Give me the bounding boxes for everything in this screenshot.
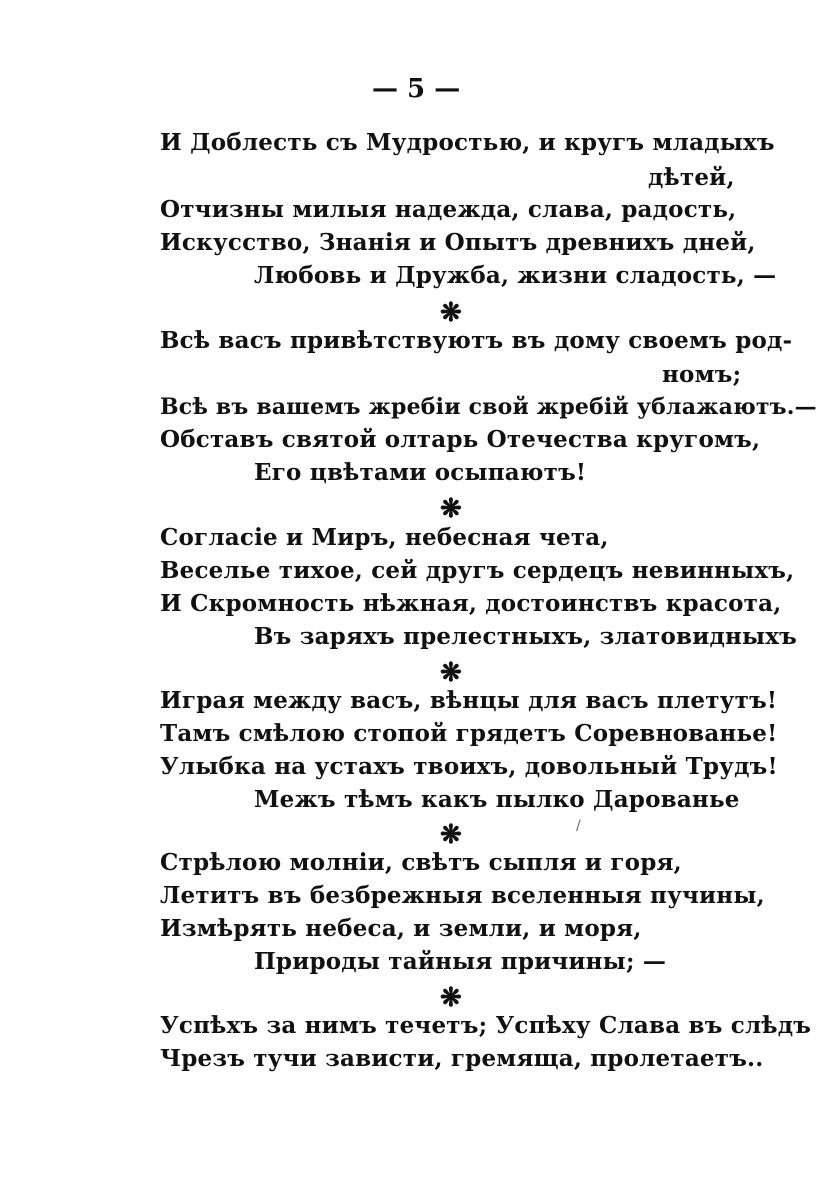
verse-line: Играя между васъ, вѣнцы для васъ плетутъ! xyxy=(160,687,778,714)
stanza-separator: ❋ xyxy=(440,983,462,1013)
verse-line: Чрезъ тучи зависти, гремяща, пролетаетъ.. xyxy=(160,1045,764,1072)
verse-line: Летитъ въ безбрежныя вселенныя пучины, xyxy=(160,882,765,909)
stanza-separator: ❋ xyxy=(440,298,462,328)
verse-line: Искусство, Знанія и Опытъ древнихъ дней, xyxy=(160,229,756,256)
verse-line: И Доблесть съ Мудростью, и кругъ младыхъ xyxy=(160,129,775,156)
verse-line: Успѣхъ за нимъ течетъ; Успѣху Слава въ слѣдъ xyxy=(160,1012,812,1039)
verse-line: Любовь и Дружба, жизни сладость, — xyxy=(254,262,777,289)
verse-line: дѣтей, xyxy=(648,164,735,191)
verse-line: Отчизны милыя надежда, слава, радость, xyxy=(160,196,737,223)
verse-line: номъ; xyxy=(662,361,742,388)
verse-line: Стрѣлою молніи, свѣтъ сыпля и горя, xyxy=(160,849,682,876)
page-number: — 5 — xyxy=(372,74,461,104)
verse-line: Межъ тѣмъ какъ пылко Дарованье xyxy=(254,786,740,813)
verse-line: Въ заряхъ прелестныхъ, златовидныхъ xyxy=(254,623,798,650)
verse-line: Природы тайныя причины; — xyxy=(254,948,667,975)
verse-line: Согласіе и Миръ, небесная чета, xyxy=(160,524,609,551)
verse-line: Обставъ святой олтарь Отечества кругомъ, xyxy=(160,426,761,453)
verse-line: Всѣ васъ привѣтствуютъ въ дому своемъ род- xyxy=(160,327,793,354)
stanza-separator: ❋ xyxy=(440,658,462,688)
stray-mark: / xyxy=(576,818,581,834)
stanza-separator: ❋ xyxy=(440,494,462,524)
verse-line: Веселье тихое, сей другъ сердецъ невинныхъ, xyxy=(160,557,795,584)
verse-line: Его цвѣтами осыпаютъ! xyxy=(254,459,587,486)
stanza-separator: ❋ xyxy=(440,820,462,850)
verse-line: Измѣрять небеса, и земли, и моря, xyxy=(160,915,642,942)
verse-line: Всѣ въ вашемъ жребіи свой жребій ублажаютъ.— xyxy=(160,394,817,420)
verse-line: Тамъ смѣлою стопой грядетъ Соревнованье! xyxy=(160,720,778,747)
verse-line: Улыбка на устахъ твоихъ, довольный Трудъ! xyxy=(160,753,778,780)
verse-line: И Скромность нѣжная, достоинствъ красота, xyxy=(160,590,782,617)
